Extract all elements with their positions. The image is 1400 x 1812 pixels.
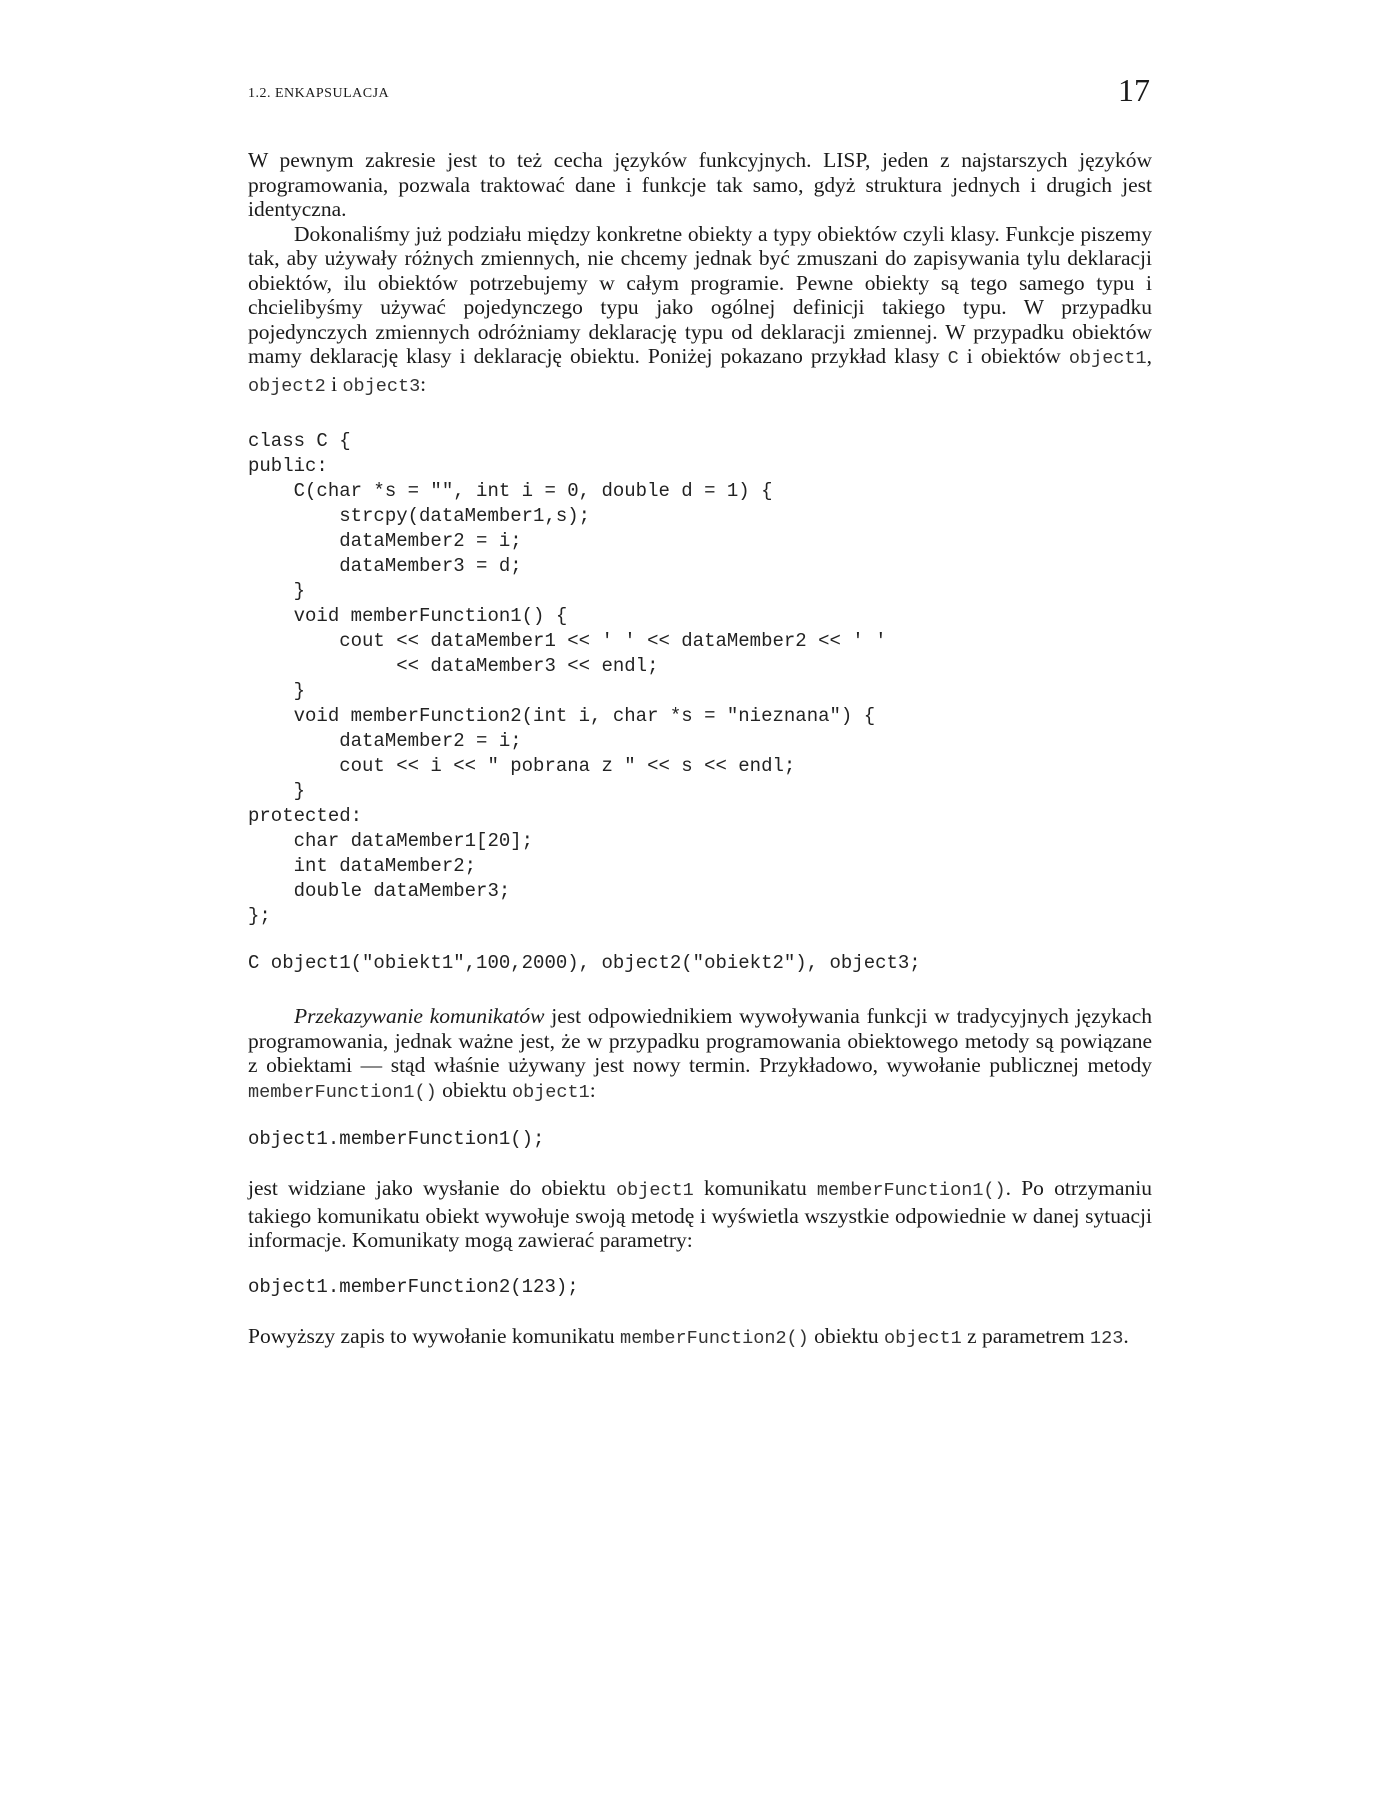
- inline-code: object1: [616, 1180, 694, 1201]
- inline-code: memberFunction1(): [248, 1081, 437, 1103]
- code-listing-objects: C object1("obiekt1",100,2000), object2("obiekt2"), object3;: [248, 952, 921, 974]
- code-listing-class: class C { public: C(char *s = "", int i = 0, double d = 1) { strcpy(dataMember1,s); dataMember2 = i; dataMember3 = d; } void memberFunction1() { cout << dataMember1 << ' ' << dataMember2 << ' ' << dataMember3 << endl; } void memberFunction2(int i, char *s = "nieznana") { dataMember2 = i; cout << i << " pobrana z " << s << endl; } protected: char dataMember1[20]; int dataMember2; double dataMember3; };: [248, 430, 887, 927]
- page-number: 17: [1118, 72, 1150, 108]
- paragraph-text: . Po otrzymaniu takiego komunikatu obiekt wywołuje swoją metodę i wyświetla wszystkie odpowiednie w danej sytuacji informacje. Komunikaty mogą zawierać parametry:: [248, 1176, 1153, 1252]
- emphasized-term: Przekazywanie komunikatów: [294, 1004, 545, 1028]
- paragraph-classes: [248, 222, 1152, 400]
- paragraph-text: i: [325, 371, 343, 396]
- inline-code: object1: [884, 1327, 962, 1349]
- inline-code: 123: [1090, 1327, 1124, 1349]
- paragraph-text: jest widziane jako wysłanie do obiektu: [248, 1176, 617, 1200]
- paragraph-text: Dokonaliśmy już podziału między konkretne obiekty a typy obiektów czyli klasy. Funkcje piszemy tak, aby używały różnych zmiennych, nie chcemy jednak być zmuszani do zapisywania tylu deklaracji obiektów, ilu obiektów potrzebujemy w całym programie. Pewne obiekty są tego samego typu i chcielibyśmy używać pojedynczego typu jako ogólnej definicji takiego typu. W przypadku pojedynczych zmiennych odróżniamy deklarację typu od deklaracji zmiennej. W przypadku obiektów mamy deklarację klasy i deklarację obiektu. Poniżej pokazano przykład klasy: [248, 221, 1152, 368]
- running-head: 1.2. ENKAPSULACJA: [248, 86, 390, 101]
- code-listing-call2: object1.memberFunction2(123);: [248, 1275, 579, 1298]
- paragraph-text: z parametrem: [961, 1323, 1091, 1348]
- paragraph-text: komunikatu: [693, 1176, 817, 1200]
- paragraph-text: .: [1123, 1323, 1129, 1348]
- page-body: [248, 148, 1152, 1351]
- paragraph-text: obiektu: [436, 1077, 512, 1102]
- paragraph-parameter: [248, 1324, 1152, 1352]
- paragraph-text: i obiektów: [958, 344, 1069, 368]
- inline-code: memberFunction2(): [620, 1327, 809, 1349]
- inline-code: C: [947, 348, 959, 369]
- paragraph-text: Powyższy zapis to wywołanie komunikatu: [248, 1323, 621, 1348]
- paragraph-text: jest odpowiednikiem wywoływania funkcji w tradycyjnych językach programowania, jednak ważne jest, że w przypadku programowania obiektowego metody są powiązane z obiektami — stąd właśnie używany jest nowy termin. Przykładowo, wywołanie publicznej metody: [248, 1004, 1153, 1077]
- paragraph-text: obiektu: [808, 1323, 884, 1348]
- paragraph-messages: [248, 1004, 1152, 1105]
- paragraph-text: :: [420, 371, 427, 396]
- paragraph-message-sent: [248, 1176, 1152, 1253]
- inline-code: object3: [342, 375, 421, 397]
- paragraph-text: :: [589, 1077, 596, 1102]
- inline-code: object1: [511, 1081, 590, 1103]
- paragraph-lisp: W pewnym zakresie jest to też cecha języków funkcyjnych. LISP, jeden z najstarszych języków programowania, pozwala traktować dane i funkcje tak samo, gdyż struktura jednych i drugich jest identyczna.: [248, 148, 1152, 221]
- inline-code: object1: [1068, 348, 1147, 369]
- code-listing-call1: object1.memberFunction1();: [248, 1128, 545, 1150]
- inline-code: object2: [248, 375, 326, 397]
- inline-code: memberFunction1(): [816, 1180, 1006, 1201]
- paragraph-text: ,: [1146, 344, 1152, 368]
